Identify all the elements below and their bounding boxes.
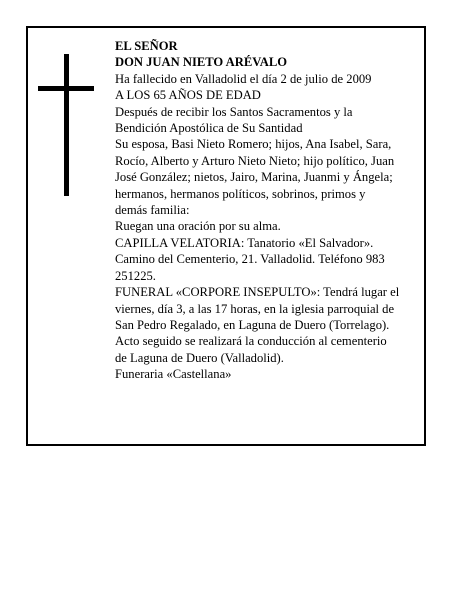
family-line-4: hermanos, hermanos políticos, sobrinos, primos y xyxy=(115,186,366,201)
funeral-line-5: de Laguna de Duero (Valladolid). xyxy=(115,350,284,365)
deceased-name: DON JUAN NIETO ARÉVALO xyxy=(115,55,288,70)
chapel-line-2: Camino del Cementerio, 21. Valladolid. Teléfono 983 xyxy=(115,252,385,267)
chapel-paragraph xyxy=(115,235,429,284)
chapel-line-3: 251225. xyxy=(115,268,156,283)
family-paragraph xyxy=(115,136,429,218)
funeral-line-1: FUNERAL «CORPORE INSEPULTO»: Tendrá lugar el xyxy=(115,285,400,300)
family-line-1: Su esposa, Basi Nieto Romero; hijos, Ana Isabel, Sara, xyxy=(115,137,392,152)
family-line-2: Rocío, Alberto y Arturo Nieto Nieto; hijo político, Juan xyxy=(115,153,395,168)
funeral-paragraph xyxy=(115,284,429,366)
cross-horizontal-bar xyxy=(38,86,94,91)
family-line-5: demás familia: xyxy=(115,203,190,218)
sacraments-paragraph xyxy=(115,104,429,137)
funeral-home: Funeraria «Castellana» xyxy=(115,367,232,382)
sacraments-line-2: Bendición Apostólica de Su Santidad xyxy=(115,121,303,136)
prayer-request: Ruegan una oración por su alma. xyxy=(115,219,281,234)
death-info: Ha fallecido en Valladolid el día 2 de julio de 2009 xyxy=(115,71,372,86)
cross-vertical-bar xyxy=(64,54,69,196)
funeral-line-4: Acto seguido se realizará la conducción al cementerio xyxy=(115,334,387,349)
obituary-text xyxy=(115,38,429,383)
funeral-line-3: San Pedro Regalado, en Laguna de Duero (Torrelago). xyxy=(115,317,390,332)
age-info: A LOS 65 AÑOS DE EDAD xyxy=(115,88,261,103)
family-line-3: José González; nietos, Jairo, Marina, Juanmi y Ángela; xyxy=(115,170,393,185)
funeral-line-2: viernes, día 3, a las 17 horas, en la iglesia parroquial de xyxy=(115,301,395,316)
chapel-line-1: CAPILLA VELATORIA: Tanatorio «El Salvador». xyxy=(115,235,374,250)
sacraments-line-1: Después de recibir los Santos Sacramentos y la xyxy=(115,104,353,119)
title: EL SEÑOR xyxy=(115,39,178,53)
